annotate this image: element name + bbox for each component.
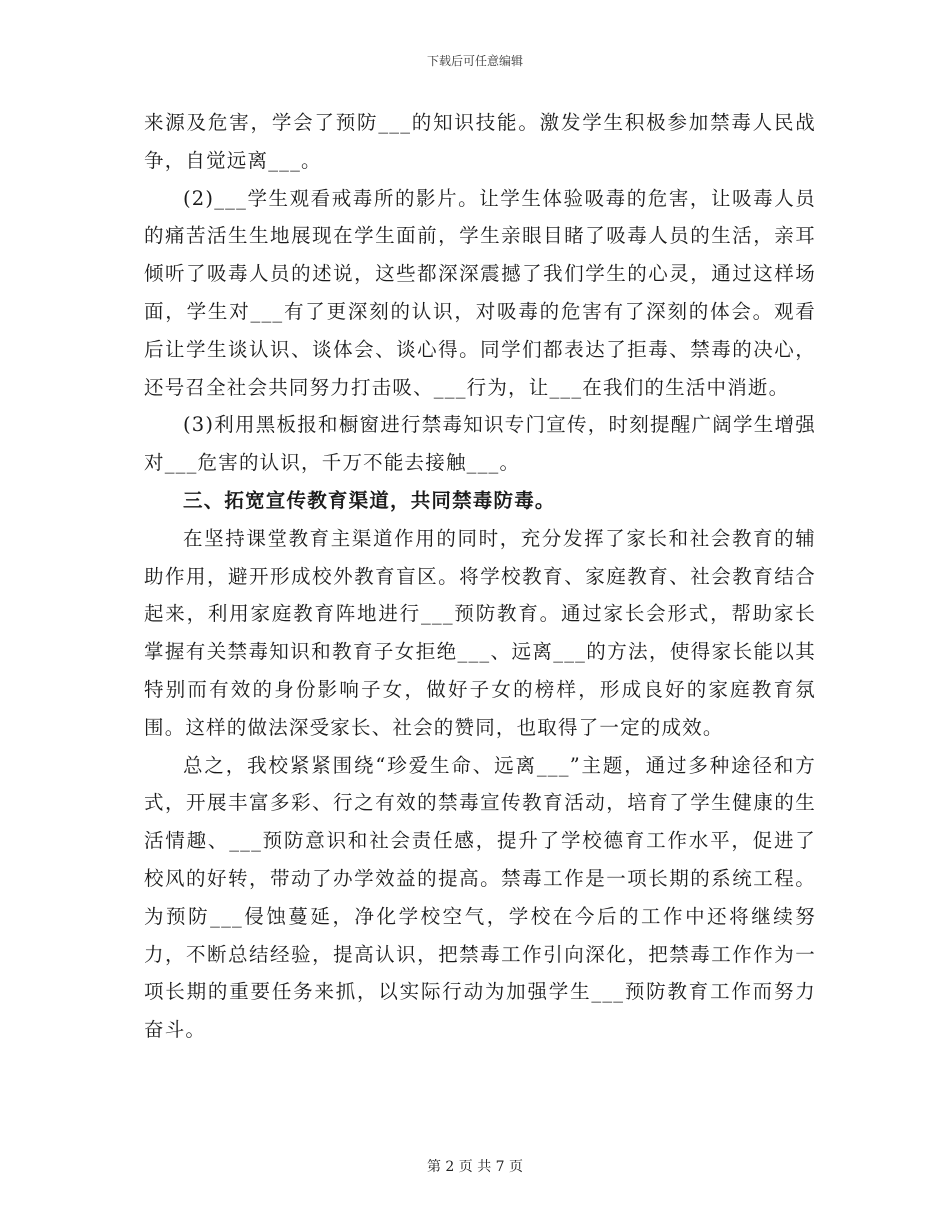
paragraph-item-2: (2)___学生观看戒毒所的影片。让学生体验吸毒的危害，让吸毒人员的痛苦活生生地展现在学生面前，学生亲眼目睹了吸毒人员的生活，亲耳倾听了吸毒人员的述说，这些都深深震撼了我们学生的心灵，通过这样场面，学生对___有了更深刻的认识，对吸毒的危害有了深刻的体会。观看后让学生谈认识、谈体会、谈心得。同学们都表达了拒毒、禁毒的决心，还号召全社会共同努力打击吸、___行为，让___在我们的生活中消逝。 bbox=[144, 186, 816, 399]
paragraph-conclusion: 总之，我校紧紧围绕“珍爱生命、远离___”主题，通过多种途径和方式，开展丰富多彩、行之有效的禁毒宣传教育活动，培育了学生健康的生活情趣、___预防意识和社会责任感，提升了学校德育工作水平，促进了校风的好转，带动了办学效益的提高。禁毒工作是一项长期的系统工程。为预防___侵蚀蔓延，净化学校空气，学校在今后的工作中还将继续努力，不断总结经验，提高认识，把禁毒工作引向深化，把禁毒工作作为一项长期的重要任务来抓，以实际行动为加强学生___预防教育工作而努力奋斗。 bbox=[144, 753, 816, 1042]
page-header: 下载后可任意编辑 bbox=[426, 54, 523, 68]
section-heading: 三、拓宽宣传教育渠道，共同禁毒防毒。 bbox=[183, 488, 556, 512]
paragraph-continued: 来源及危害，学会了预防___的知识技能。激发学生积极参加禁毒人民战争，自觉远离___。 bbox=[144, 111, 816, 172]
paragraph-item-3: (3)利用黑板报和橱窗进行禁毒知识专门宣传，时刻提醒广阔学生增强对___危害的认识，千万不能去接触___。 bbox=[144, 413, 816, 475]
document-body bbox=[144, 104, 816, 1049]
page-number: 第 2 页 共 7 页 bbox=[426, 1159, 524, 1175]
paragraph-family-education: 在坚持课堂教育主渠道作用的同时，充分发挥了家长和社会教育的辅助作用，避开形成校外教育盲区。将学校教育、家庭教育、社会教育结合起来，利用家庭教育阵地进行___预防教育。通过家长会形式，帮助家长掌握有关禁毒知识和教育子女拒绝___、远离___的方法，使得家长能以其特别而有效的身份影响子女，做好子女的榜样，形成良好的家庭教育氛围。这样的做法深受家长、社会的赞同，也取得了一定的成效。 bbox=[144, 526, 816, 739]
